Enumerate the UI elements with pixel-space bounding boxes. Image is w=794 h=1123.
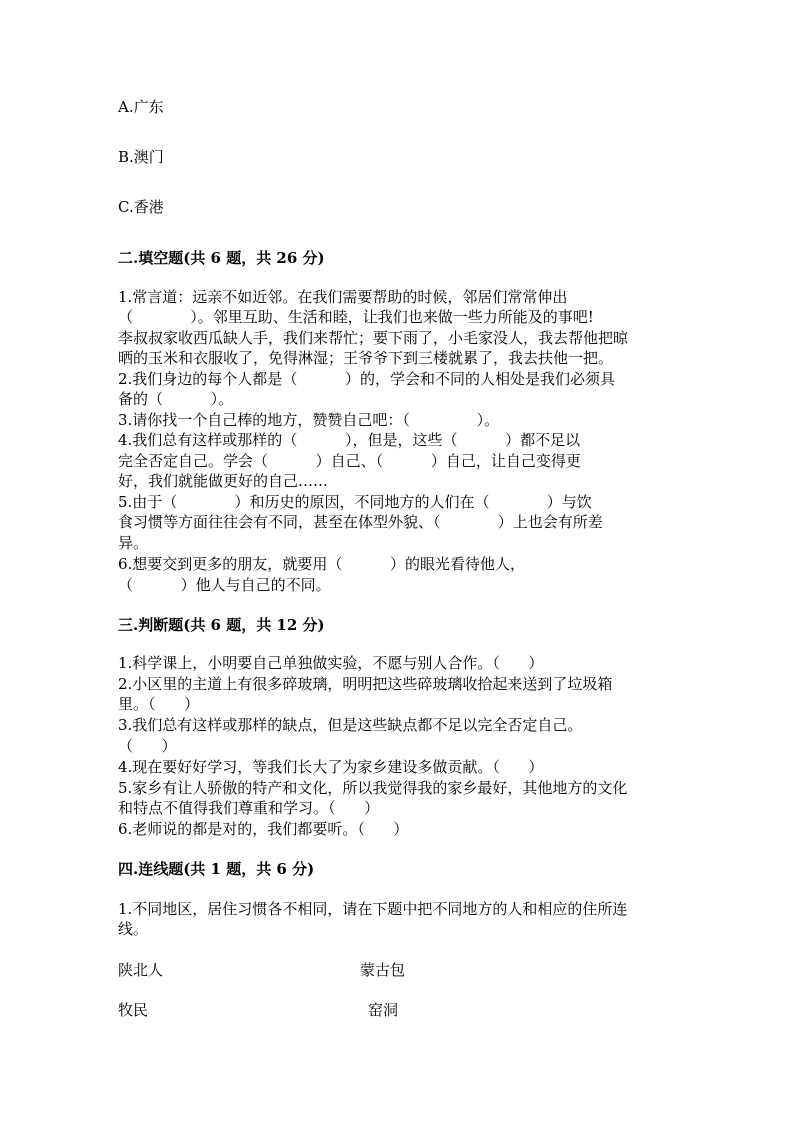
section-4-heading: 四.连线题(共 1 题，共 6 分) — [118, 860, 315, 878]
s2-line: 备的（ ）。 — [118, 390, 234, 408]
s2-line: 好，我们就能做更好的自己…… — [118, 472, 329, 490]
s2-line: 食习惯等方面往往会有不同，甚至在体型外貌、（ ）上也会有所差 — [118, 513, 603, 531]
s2-line: 李叔叔家收西瓜缺人手，我们来帮忙；要下雨了，小毛家没人，我去帮他把晾 — [118, 329, 629, 347]
s3-line: 和特点不值得我们尊重和学习。（ ） — [118, 799, 380, 817]
s2-line: 晒的玉米和衣服收了，免得淋湿；王爷爷下到三楼就累了，我去扶他一把。 — [118, 349, 614, 367]
s3-line: 2.小区里的主道上有很多碎玻璃，明明把这些碎玻璃收拾起来送到了垃圾箱 — [118, 675, 613, 693]
s3-line: （ ） — [118, 737, 177, 755]
section-3-heading: 三.判断题(共 6 题，共 12 分) — [118, 616, 325, 634]
s2-line: 4.我们总有这样或那样的（ ），但是，这些（ ）都不足以 — [118, 431, 581, 449]
s2-line: 1.常言道：远亲不如近邻。在我们需要帮助的时候，邻居们常常伸出 — [118, 288, 568, 306]
match-right-item: 蒙古包 — [360, 961, 406, 979]
s2-line: （ ）。邻里互助、生活和睦，让我们也来做一些力所能及的事吧! — [118, 308, 594, 326]
s4-line: 线。 — [118, 920, 149, 938]
section-2-heading: 二.填空题(共 6 题，共 26 分) — [118, 249, 325, 267]
option-c: C.香港 — [118, 198, 164, 216]
option-a: A.广东 — [118, 98, 164, 116]
s3-line: 5.家乡有让人骄傲的特产和文化，所以我觉得我的家乡最好，其他地方的文化 — [118, 779, 628, 797]
s2-line: 异。 — [118, 534, 149, 552]
s2-line: 5.由于（ ）和历史的原因，不同地方的人们在（ ）与饮 — [118, 493, 592, 511]
s2-line: 完全否定自己。学会（ ）自己、（ ）自己，让自己变得更 — [118, 452, 581, 470]
s2-line: 2.我们身边的每个人都是（ ）的，学会和不同的人相处是我们必须具 — [118, 370, 615, 388]
match-left-item: 牧民 — [118, 1001, 149, 1019]
s2-line: （ ）他人与自己的不同。 — [118, 576, 331, 594]
s2-line: 3.请你找一个自己棒的地方，赞赞自己吧：（ ）。 — [118, 411, 500, 429]
match-right-item: 窑洞 — [368, 1001, 399, 1019]
s3-line: 3.我们总有这样或那样的缺点，但是这些缺点都不足以完全否定自己。 — [118, 716, 583, 734]
s3-line: 1.科学课上，小明要自己单独做实验，不愿与别人合作。（ ） — [118, 654, 544, 672]
s3-line: 里。（ ） — [118, 695, 200, 713]
s3-line: 4.现在要好好学习，等我们长大了为家乡建设多做贡献。（ ） — [118, 758, 544, 776]
s2-line: 6.想要交到更多的朋友，就要用（ ）的眼光看待他人， — [118, 555, 525, 573]
option-b: B.澳门 — [118, 148, 164, 166]
s4-line: 1.不同地区，居住习惯各不相同，请在下题中把不同地方的人和相应的住所连 — [118, 900, 628, 918]
match-left-item: 陕北人 — [118, 961, 164, 979]
s3-line: 6.老师说的都是对的，我们都要听。（ ） — [118, 820, 409, 838]
